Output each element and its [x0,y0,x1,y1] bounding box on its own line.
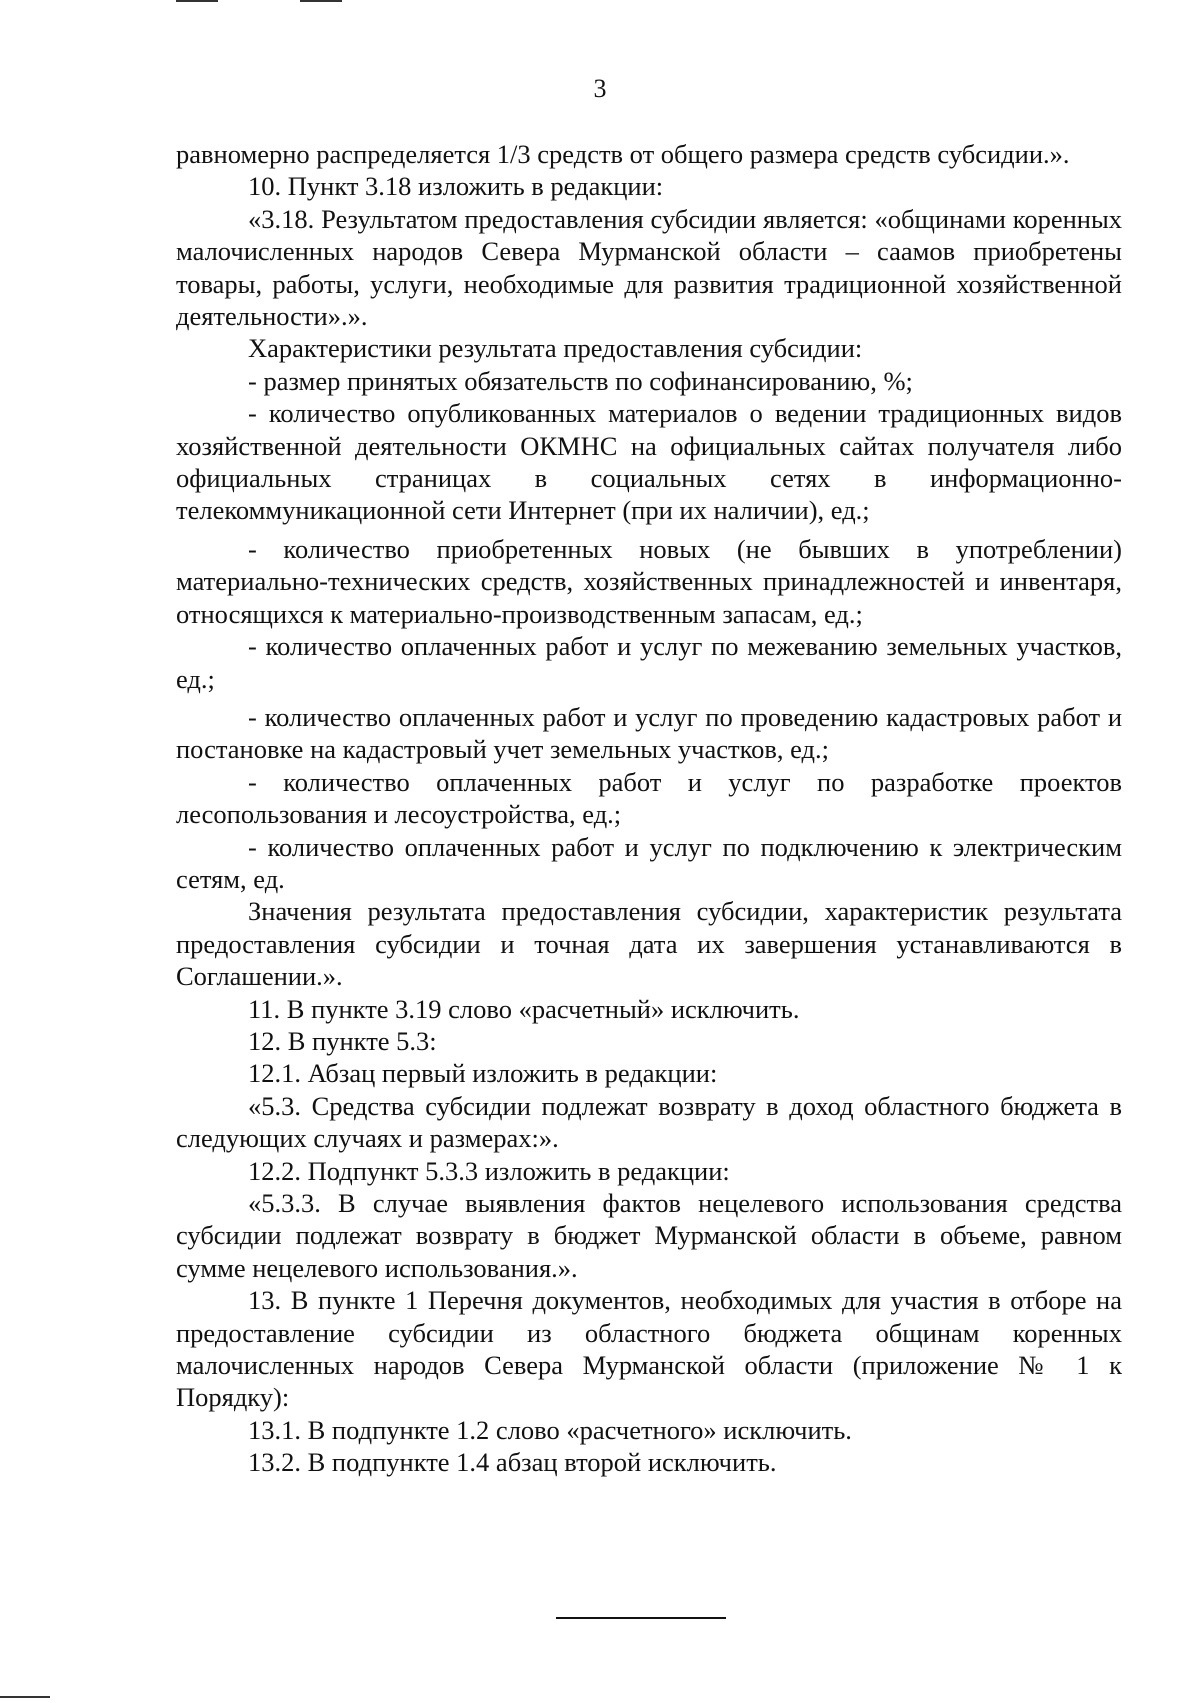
paragraph: - количество оплаченных работ и услуг по межеванию земельных участков, ед.; [176,631,1122,694]
paragraph: 12.1. Абзац первый изложить в редакции: [248,1058,718,1089]
paragraph: «3.18. Результатом предоставления субсидии является: «общинами коренных малочисленных народов Севера Мурманской области – саамов приобретены товары, работы, услуги, необходимые для развития традиционной хозяйственной деятельности».». [176,203,1122,332]
paragraph: 12.2. Подпункт 5.3.3 изложить в редакции: [248,1155,730,1186]
paragraph: 13. В пункте 1 Перечня документов, необходимых для участия в отборе на предоставление субсидии из областного бюджета общинам коренных малочисленных народов Севера Мурманской области (приложение № 1 к Порядку): [176,1285,1122,1413]
paragraph: - количество оплаченных работ и услуг по проведению кадастровых работ и постановке на кадастровый учет земельных участков, ед.; [176,701,1122,765]
end-of-text-rule [556,1617,726,1619]
paragraph: «5.3.3. В случае выявления фактов нецелевого использования средства субсидии подлежат возврату в бюджет Мурманской области в объеме, равном сумме нецелевого использования.». [176,1188,1122,1283]
scan-artifact-top-left [176,0,218,2]
paragraph: 13.2. В подпункте 1.4 абзац второй исключить. [248,1447,777,1478]
paragraph: - количество приобретенных новых (не бывших в употреблении) материально-технических средств, хозяйственных принадлежностей и инвентаря, относящихся к материально-производственным запасам, ед.; [176,533,1122,629]
paragraph: 11. В пункте 3.19 слово «расчетный» исключить. [248,993,800,1024]
paragraph: равномерно распределяется 1/3 средств от общего размера средств субсидии.». [176,139,1070,169]
paragraph: - количество опубликованных материалов о ведении традиционных видов хозяйственной деятельности ОКМНС на официальных сайтах получателя либо официальных страницах в социальных сетях в информационно-телекоммуникационной сети Интернет (при их наличии), ед.; [176,398,1122,526]
paragraph: - количество оплаченных работ и услуг по подключению к электрическим сетям, ед. [176,831,1122,894]
paragraph: Характеристики результата предоставления субсидии: [248,333,863,364]
paragraph: - количество оплаченных работ и услуг по разработке проектов лесопользования и лесоустройства, ед.; [176,766,1122,830]
paragraph: 13.1. В подпункте 1.2 слово «расчетного» исключить. [248,1414,852,1445]
paragraph: Значения результата предоставления субсидии, характеристик результата предоставления субсидии и точная дата их завершения устанавливаются в Соглашении.». [176,896,1122,992]
paragraph: 12. В пункте 5.3: [248,1025,437,1056]
page-number: 3 [593,74,607,103]
paragraph: - размер принятых обязательств по софинансированию, %; [248,365,913,396]
scan-artifact-bottom-left [0,1696,50,1698]
document-body [176,138,1122,1479]
paragraph: 10. Пункт 3.18 изложить в редакции: [248,171,664,202]
scan-artifact-top-center [300,0,342,2]
paragraph: «5.3. Средства субсидии подлежат возврату в доход областного бюджета в следующих случаях и размерах:». [176,1090,1122,1154]
